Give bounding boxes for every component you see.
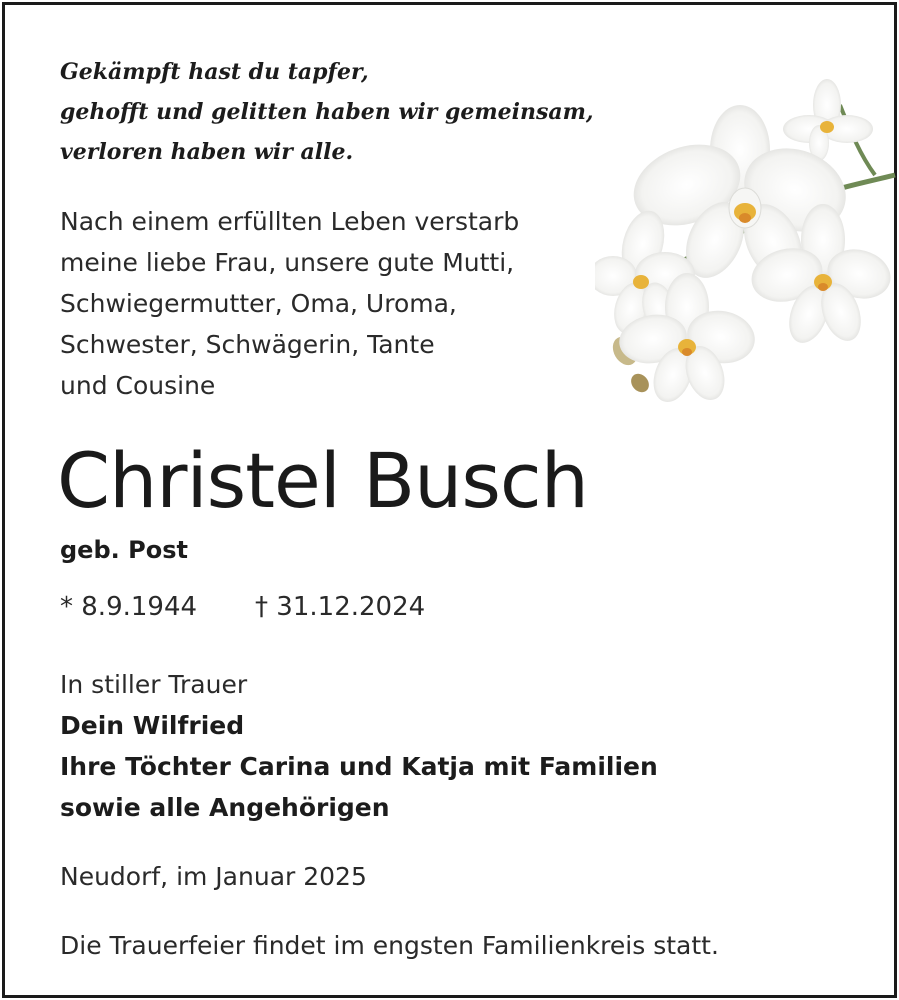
mourners-block	[60, 664, 658, 828]
death-date: † 31.12.2024	[255, 592, 426, 622]
mourner-line: sowie alle Angehörigen	[60, 793, 390, 822]
deceased-name: Christel Busch	[57, 436, 588, 525]
motto-line: gehofft und gelitten haben wir gemeinsam,	[60, 99, 594, 125]
intro-line: meine liebe Frau, unsere gute Mutti,	[60, 248, 515, 277]
mourner-line: Dein Wilfried	[60, 711, 245, 740]
birth-date: * 8.9.1944	[60, 592, 198, 622]
intro-line: und Cousine	[60, 371, 216, 400]
mourners-intro: In stiller Trauer	[60, 670, 248, 699]
intro-line: Schwester, Schwägerin, Tante	[60, 330, 435, 359]
motto-line: verloren haben wir alle.	[60, 139, 354, 165]
service-note: Die Trauerfeier findet im engsten Familienkreis statt.	[60, 931, 719, 960]
motto-verse	[60, 52, 594, 172]
obituary-frame	[2, 2, 897, 998]
life-dates	[60, 587, 425, 627]
birth-name: geb. Post	[60, 536, 188, 564]
intro-line: Nach einem erfüllten Leben verstarb	[60, 207, 520, 236]
orchid-image	[595, 75, 897, 405]
intro-line: Schwiegermutter, Oma, Uroma,	[60, 289, 457, 318]
place-date: Neudorf, im Januar 2025	[60, 862, 367, 891]
motto-line: Gekämpft hast du tapfer,	[60, 59, 369, 85]
intro-text	[60, 201, 519, 406]
mourner-line: Ihre Töchter Carina und Katja mit Familien	[60, 752, 658, 781]
